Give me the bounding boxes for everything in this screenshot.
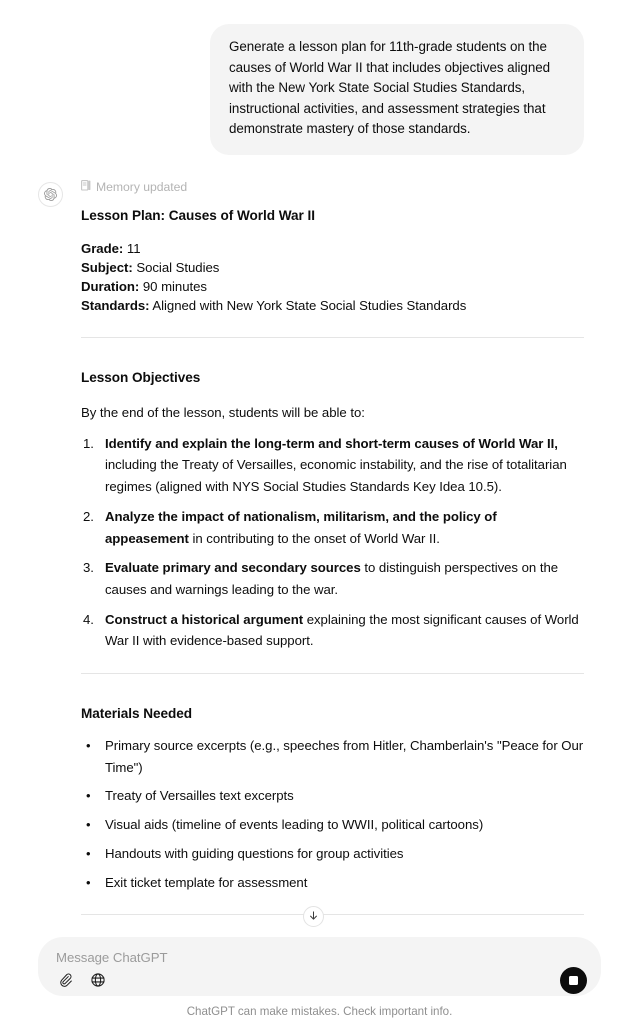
scroll-to-bottom-button[interactable] — [303, 906, 324, 927]
list-item — [81, 814, 584, 836]
meta-row-duration — [81, 277, 584, 296]
memory-updated-notice — [81, 179, 584, 195]
list-item — [81, 785, 584, 807]
meta-key: Grade: — [81, 240, 124, 256]
list-item-bold: Evaluate primary and secondary sources — [105, 560, 361, 576]
memory-updated-label: Memory updated — [96, 179, 188, 194]
list-item-text: to distinguish perspectives on the causes and warnings leading to the war. — [105, 560, 559, 597]
list-marker: • — [86, 817, 91, 833]
lesson-objectives-heading: Lesson Objectives — [81, 369, 201, 385]
list-item-bold: Analyze the impact of nationalism, militarism, and the policy of appeasement — [105, 508, 497, 546]
list-item — [81, 557, 584, 600]
list-item-bold: Identify and explain the long-term and short-term causes of World War II, — [105, 435, 558, 451]
section-divider — [81, 337, 584, 338]
meta-row-subject — [81, 258, 584, 277]
list-marker: 1. — [83, 435, 94, 451]
list-item-text: Handouts with guiding questions for group activities — [105, 845, 404, 861]
list-marker: • — [86, 738, 91, 754]
meta-value: 90 minutes — [142, 279, 207, 295]
list-marker: • — [86, 788, 91, 804]
meta-value: Aligned with New York State Social Studies Standards — [152, 298, 467, 314]
message-composer[interactable] — [38, 937, 601, 996]
list-item-text: Primary source excerpts (e.g., speeches from Hitler, Chamberlain's "Peace for Our Time") — [105, 738, 584, 775]
meta-key: Standards: — [81, 298, 150, 314]
web-search-button[interactable] — [89, 973, 107, 991]
lesson-objectives-list — [81, 433, 584, 652]
list-item — [81, 609, 584, 652]
list-item-text: Visual aids (timeline of events leading to WWII, political cartoons) — [105, 817, 484, 833]
meta-key: Duration: — [81, 279, 140, 295]
assistant-avatar — [38, 182, 63, 207]
section-divider — [81, 673, 584, 674]
list-item — [81, 843, 584, 865]
lesson-objectives-section — [81, 368, 584, 652]
paperclip-icon — [58, 972, 73, 992]
list-item-bold: Construct a historical argument — [105, 611, 304, 627]
composer-dock — [0, 928, 639, 1024]
meta-value: Social Studies — [136, 259, 220, 275]
meta-value: 11 — [126, 240, 141, 256]
lesson-meta-list — [81, 239, 584, 316]
list-marker: • — [86, 845, 91, 861]
disclaimer-text: ChatGPT can make mistakes. Check important info. — [186, 1005, 453, 1018]
assistant-message-row — [0, 155, 639, 945]
arrow-down-icon — [308, 908, 319, 926]
memory-icon — [81, 179, 91, 195]
list-item-text: Treaty of Versailles text excerpts — [105, 788, 294, 804]
openai-logo-icon — [44, 188, 57, 201]
list-item-text: explaining the most significant causes of World War II with evidence-based support. — [105, 611, 579, 649]
list-marker: 3. — [83, 560, 94, 576]
attach-file-button[interactable] — [56, 973, 74, 991]
list-item — [81, 735, 584, 778]
user-message-bubble[interactable]: Generate a lesson plan for 11th-grade students on the causes of World War II that includes objectives aligned with the New York State Social Studies Standards, instructional activities, and assessment strategies that demonstrate mastery of those standards. — [210, 24, 584, 155]
materials-needed-section — [81, 704, 584, 893]
list-marker: 4. — [83, 611, 94, 627]
list-item — [81, 506, 584, 549]
section-divider — [81, 914, 584, 915]
list-marker: • — [86, 874, 91, 890]
assistant-message-body — [63, 179, 584, 945]
lesson-objectives-lead: By the end of the lesson, students will be able to: — [81, 404, 365, 420]
list-item — [81, 872, 584, 894]
stop-generating-button[interactable] — [560, 967, 587, 994]
meta-row-standards — [81, 296, 584, 315]
meta-key: Subject: — [81, 259, 133, 275]
list-item-text: including the Treaty of Versailles, economic instability, and the rise of totalitarian regimes (aligned with NYS Social Studies Standards Key Idea 10.5). — [105, 457, 567, 495]
stop-icon — [569, 976, 578, 985]
list-item-text: Exit ticket template for assessment — [105, 874, 308, 890]
meta-row-grade — [81, 239, 584, 258]
message-input[interactable]: Message ChatGPT — [56, 950, 168, 965]
composer-action-bar — [56, 973, 107, 991]
list-marker: 2. — [83, 508, 94, 524]
materials-needed-heading: Materials Needed — [81, 706, 193, 722]
globe-icon — [90, 972, 106, 993]
user-message-row — [0, 24, 639, 155]
lesson-plan-title: Lesson Plan: Causes of World War II — [81, 207, 315, 223]
list-item — [81, 433, 584, 498]
list-item-text: in contributing to the onset of World War II. — [188, 530, 440, 546]
materials-needed-list — [81, 735, 584, 893]
